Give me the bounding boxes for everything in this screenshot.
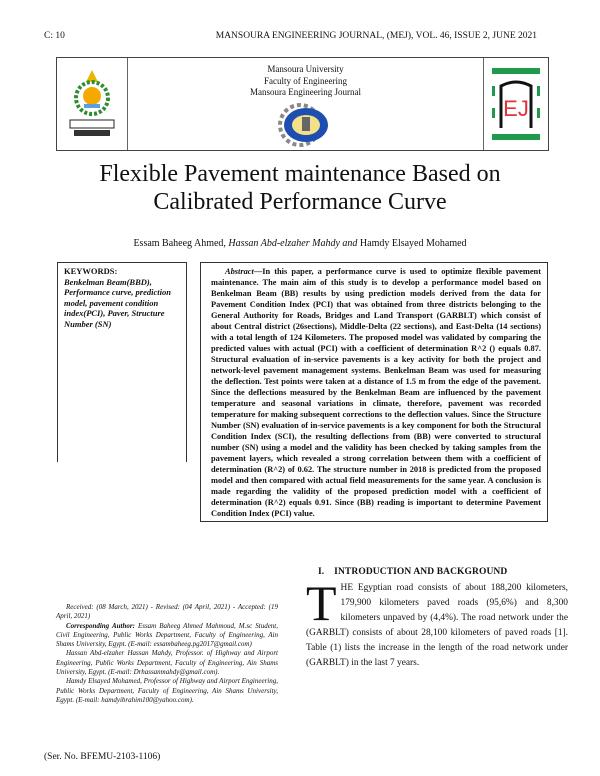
section-heading: I. INTRODUCTION AND BACKGROUND — [318, 567, 508, 577]
serial-number: (Ser. No. BFEMU-2103-1106) — [44, 752, 161, 762]
author-list — [0, 238, 600, 249]
received-dates: Received: (08 March, 2021) - Revised: (04 April, 2021) - Accepted: (19 April, 2021) — [56, 603, 278, 621]
university-logo — [57, 58, 128, 150]
masthead-text — [128, 58, 483, 150]
author-2: Hassan Abd-elzaher Mahdy and — [228, 238, 360, 249]
title-line-1: Flexible Pavement maintenance Based on — [99, 161, 501, 187]
keywords-heading: KEYWORDS: — [64, 266, 118, 276]
keywords-box — [57, 262, 187, 462]
journal-masthead — [56, 57, 549, 151]
university-name: Mansoura University — [267, 64, 344, 74]
corresponding-author — [56, 622, 278, 650]
footnotes — [56, 603, 278, 705]
abstract-label: Abstract — [225, 267, 254, 276]
corresponding-label: Corresponding Author: — [66, 621, 135, 630]
author-3-affiliation: Hamdy Elsayed Mohamed, Professor of Highway and Airport Engineering, Public Works Department, Faculty of Engineering, Ain Shams University, Egypt. (E-mail: hamdyibrahim100@yahoo.com). — [56, 677, 278, 704]
mej-logo — [483, 58, 548, 150]
abstract-text: —In this paper, a performance curve is used to optimize flexible pavement maintenance. The main aim of this study is to develop a performance model based on Benkelman Beam (BB) results by using prediction models derived from the data for Pavement Condition Index (PCI) that was obtained from three districts belonging to the General Authority for Roads, Bridges and Land Transport (GARBLT) which consist of about Central district (26sections), Middle-Delta (22 sections), and East-Delta (14 sections) with a total length of 124 Kilometers. The proposed model was validated by comparing the predicted values with actual (PCI) with a coefficient of determination R^2 () equals 0.87. Structural evaluation of in-service pavements is a key activity for both the project and network-level pavement management systems. Benkelman Beam was used for measuring the deflection. Test points were taken at a distance of 1.5 m from the edge of the pavement. Since the deflections measured by the Benkelman Beam are influenced by the pavement temperature and seasonal variations in climate, therefore, pavement was recorded temperature for making subsequent corrections to the deflection values. Since the Structure Number (SN) evaluation of in-service pavements is a key component for both the Structural Condition Index (SCI), the resulting deflections from (BB) were converted to structural number (SN) using a model and the validity has been checked by taking samples from the pavement layers, which revealed a strong correlation between them with a coefficient of determination (R^2) of 0.62. The structure number in 2018 is predicted from the proposed model and then compared with actual field measurements for the same year. A conclusion is made regarding the validity of the proposed prediction model with a coefficient of determination (R^2) equals 0.91. Since (BB) reading is important to determine Pavement Condition Index (PCI) value. — [211, 267, 541, 518]
abstract-box — [200, 262, 548, 522]
drop-cap: T — [306, 575, 337, 631]
author-3: Hamdy Elsayed Mohamed — [359, 238, 467, 249]
faculty-gear-logo-icon — [266, 101, 346, 147]
svg-text:EJ: EJ — [503, 96, 529, 121]
journal-running-header: MANSOURA ENGINEERING JOURNAL, (MEJ), VOL. 46, ISSUE 2, JUNE 2021 — [215, 31, 537, 41]
author-2-affiliation: Hassan Abd-elzaher Hassan Mahdy, Professor. of Highway and Airport Engineering, Public Works Department, Faculty of Engineering, Ain Shams University, Egypt. (E-mail: Drhassanmahdy@gmail.com). — [56, 649, 278, 677]
page-code: C: 10 — [44, 31, 65, 41]
paper-title — [0, 160, 600, 216]
intro-paragraph — [306, 575, 568, 671]
ej-logo-icon — [489, 64, 543, 144]
journal-name: Mansoura Engineering Journal — [250, 87, 361, 97]
corresponding-text: Essam Baheeg Ahmed Mahmoud, M.sc Student, Civil Engineering, Public Works Department, Faculty of Engineering, Ain Shams University, Egypt. (E-mail: essambaheeg.pg2017@gmail.com) — [56, 621, 278, 649]
faculty-name: Faculty of Engineering — [264, 75, 347, 86]
keywords-list: Benkelman Beam(BBD), Performance curve, prediction model, pavement condition index(PCI), Paver, Structure Number (SN) — [64, 276, 171, 329]
university-seal-icon — [64, 64, 120, 144]
author-1: Essam Baheeg Ahmed, — [133, 238, 229, 249]
title-line-2: Calibrated Performance Curve — [153, 189, 447, 215]
intro-text: HE Egyptian road consists of about 188,200 kilometers, 179,900 kilometers paved roads (95,6%) and 8,300 kilometers unpaved by (4,4%). The road network under the (GARBLT) consists of about 28,100 kilometers of paved roads [1]. Table (1) lists the increase in the length of the road network under (GARBLT) in the last 7 years. — [306, 583, 568, 668]
